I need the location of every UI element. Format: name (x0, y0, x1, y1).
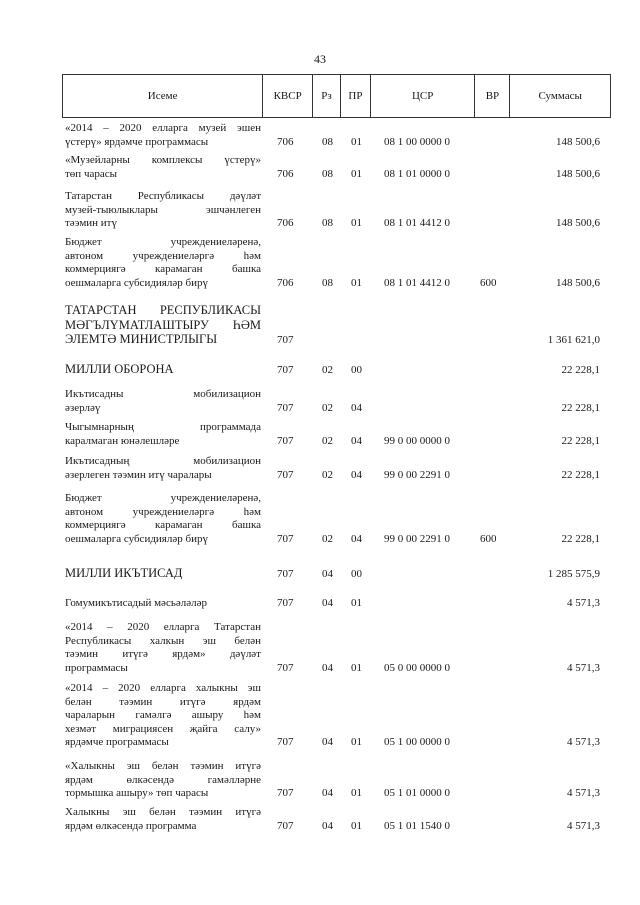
row-name-line: Икътисадның мобилизацион (65, 455, 261, 467)
header-pr: ПР (341, 75, 371, 117)
row-name (65, 303, 261, 347)
cell-rz: 02 (322, 434, 333, 447)
cell-kvsr: 707 (277, 401, 294, 414)
row-name-line: ярдәм өлкәсендә программа (65, 819, 197, 832)
cell-sum: 148 500,6 (556, 276, 600, 289)
row-name-line: музей-тыюлыклары эшчәнлеген (65, 203, 261, 216)
cell-sum: 4 571,3 (567, 661, 600, 674)
cell-pr: 01 (351, 736, 362, 748)
cell-csr: 99 0 00 2291 0 (384, 468, 450, 481)
cell-csr: 08 1 01 0000 0 (384, 167, 450, 180)
row-name (65, 492, 261, 546)
cell-sum: 4 571,3 (567, 819, 600, 832)
row-name (65, 122, 261, 149)
cell-pr: 04 (351, 434, 362, 447)
row-name-line: чараларын гамәлгә ашыру һәм (65, 709, 261, 721)
row-name (65, 154, 261, 181)
cell-csr: 05 1 01 0000 0 (384, 787, 450, 799)
cell-pr: 01 (351, 819, 362, 832)
row-name (65, 621, 261, 675)
row-name-line: әзерлеген тәэмин итү чаралары (65, 468, 212, 481)
cell-rz: 02 (322, 532, 333, 545)
cell-rz: 08 (322, 217, 333, 229)
cell-pr: 04 (351, 532, 362, 545)
cell-sum: 22 228,1 (561, 364, 600, 376)
row-name-line: оешмаларга субсидияләр бирү (65, 532, 208, 545)
header-kvsr: КВСР (263, 75, 313, 117)
cell-pr: 01 (351, 135, 362, 148)
cell-kvsr: 707 (277, 568, 294, 580)
cell-rz: 02 (322, 401, 333, 414)
row-name-line: Бюджет учреждениеләренә, (65, 236, 261, 248)
cell-rz: 08 (322, 167, 333, 180)
row-name (65, 597, 261, 611)
row-name-line: белән тәэмин итүгә ярдәм (65, 695, 261, 708)
row-name-line: каралмаган юнәлешләре (65, 434, 180, 447)
row-name-line: МӘГЪЛҮМАТЛАШТЫРУ ҺӘМ (65, 317, 261, 332)
cell-csr: 08 1 01 4412 0 (384, 276, 450, 289)
cell-pr: 01 (351, 597, 362, 609)
row-name-line: Татарстан Республикасы дәүләт (65, 190, 261, 202)
row-name (65, 190, 261, 231)
row-name-line: Бюджет учреждениеләренә, (65, 492, 261, 504)
cell-pr: 04 (351, 468, 362, 481)
cell-kvsr: 707 (277, 661, 294, 674)
row-name-line: ТАТАРСТАН РЕСПУБЛИКАСЫ (65, 303, 261, 317)
cell-pr: 04 (351, 401, 362, 414)
cell-sum: 22 228,1 (561, 468, 600, 481)
cell-kvsr: 707 (277, 736, 294, 748)
row-name-line: МИЛЛИ ИКЪТИСАД (65, 566, 183, 580)
cell-kvsr: 707 (277, 597, 294, 609)
row-name (65, 362, 261, 377)
cell-csr: 08 1 01 4412 0 (384, 217, 450, 229)
cell-pr: 01 (351, 661, 362, 674)
cell-csr: 05 0 00 0000 0 (384, 661, 450, 674)
cell-rz: 02 (322, 468, 333, 481)
row-name (65, 682, 261, 750)
header-name: Исеме (63, 75, 263, 117)
cell-pr: 01 (351, 217, 362, 229)
page-number: 43 (314, 52, 326, 66)
row-name (65, 806, 261, 833)
row-name-line: Чыгымнарның программада (65, 421, 261, 433)
row-name (65, 566, 261, 581)
cell-rz: 08 (322, 276, 333, 289)
cell-sum: 4 571,3 (567, 787, 600, 799)
cell-vr: 600 (480, 276, 497, 289)
cell-pr: 01 (351, 167, 362, 180)
row-name-line: «2014 – 2020 елларга халыкны эш (65, 682, 261, 694)
cell-rz: 04 (322, 819, 333, 832)
row-name-line: төп чарасы (65, 167, 118, 180)
cell-csr: 99 0 00 2291 0 (384, 532, 450, 545)
cell-csr: 05 1 00 0000 0 (384, 736, 450, 748)
row-name-line: ярдәм өлкәсендә гамәлләрне (65, 773, 261, 786)
row-name-line: ярдәмче программасы (65, 736, 169, 748)
cell-kvsr: 706 (277, 135, 294, 148)
row-name-line: коммерциягә карамаган башка (65, 519, 261, 531)
row-name-line: «2014 – 2020 елларга Татарстан (65, 621, 261, 633)
cell-pr: 01 (351, 787, 362, 799)
cell-kvsr: 706 (277, 217, 294, 229)
cell-kvsr: 706 (277, 276, 294, 289)
cell-csr: 05 1 01 1540 0 (384, 819, 450, 832)
row-name-line: МИЛЛИ ОБОРОНА (65, 362, 174, 376)
row-name-line: тормышка ашыру» төп чарасы (65, 787, 209, 799)
cell-sum: 1 285 575,9 (547, 568, 600, 580)
row-name-line: тәэмин итү (65, 217, 117, 229)
row-name-line: «Музейларны комплексы үстерү» (65, 154, 261, 166)
cell-sum: 148 500,6 (556, 217, 600, 229)
cell-kvsr: 707 (277, 787, 294, 799)
row-name-line: ЭЛЕМТӘ МИНИСТРЛЫГЫ (65, 332, 218, 346)
header-csr: ЦСР (371, 75, 476, 117)
cell-kvsr: 706 (277, 167, 294, 180)
row-name-line: үстерү» ярдәмче программасы (65, 135, 209, 148)
cell-sum: 4 571,3 (567, 736, 600, 748)
row-name-line: программасы (65, 661, 128, 674)
cell-csr: 08 1 00 0000 0 (384, 135, 450, 148)
cell-rz: 04 (322, 787, 333, 799)
row-name-line: Гомумикътисадый мәсьәләләр (65, 597, 207, 609)
row-name (65, 236, 261, 290)
header-vr: ВР (475, 75, 510, 117)
row-name-line: Халыкны эш белән тәэмин итүгә (65, 806, 261, 818)
cell-sum: 22 228,1 (561, 401, 600, 414)
header-sum: Суммасы (538, 90, 582, 102)
cell-rz: 04 (322, 597, 333, 609)
row-name-line: «2014 – 2020 елларга музей эшен (65, 122, 261, 134)
cell-kvsr: 707 (277, 334, 294, 346)
row-name-line: коммерциягә карамаган башка (65, 263, 261, 275)
cell-pr: 01 (351, 276, 362, 289)
cell-rz: 04 (322, 568, 333, 580)
cell-rz: 04 (322, 736, 333, 748)
cell-rz: 04 (322, 661, 333, 674)
cell-sum: 4 571,3 (567, 597, 600, 609)
cell-sum: 22 228,1 (561, 532, 600, 545)
cell-kvsr: 707 (277, 364, 294, 376)
row-name (65, 388, 261, 415)
row-name (65, 421, 261, 448)
row-name-line: әзерләү (65, 401, 101, 414)
header-rz: Рз (313, 75, 341, 117)
row-name-line: оешмаларга субсидияләр бирү (65, 276, 208, 289)
cell-pr: 00 (351, 568, 362, 580)
cell-rz: 02 (322, 364, 333, 376)
cell-kvsr: 707 (277, 468, 294, 481)
row-name-line: Икътисадны мобилизацион (65, 388, 261, 400)
row-name (65, 455, 261, 482)
row-name-line: тәэмин итүгә ярдәм» дәүләт (65, 648, 261, 660)
cell-rz: 08 (322, 135, 333, 148)
row-name-line: «Халыкны эш белән тәэмин итүгә (65, 760, 261, 772)
row-name-line: автоном учреждениеләргә һәм (65, 249, 261, 262)
cell-csr: 99 0 00 0000 0 (384, 434, 450, 447)
cell-vr: 600 (480, 532, 497, 545)
row-name-line: хезмәт миграциясен җайга салу» (65, 722, 261, 735)
cell-kvsr: 707 (277, 819, 294, 832)
cell-sum: 22 228,1 (561, 434, 600, 447)
row-name-line: Республикасы халкын эш белән (65, 634, 261, 647)
cell-pr: 00 (351, 364, 362, 376)
row-name-line: автоном учреждениеләргә һәм (65, 505, 261, 518)
row-name (65, 760, 261, 801)
cell-kvsr: 707 (277, 434, 294, 447)
cell-sum: 148 500,6 (556, 135, 600, 148)
cell-sum: 1 361 621,0 (547, 334, 600, 346)
cell-kvsr: 707 (277, 532, 294, 545)
cell-sum: 148 500,6 (556, 167, 600, 180)
